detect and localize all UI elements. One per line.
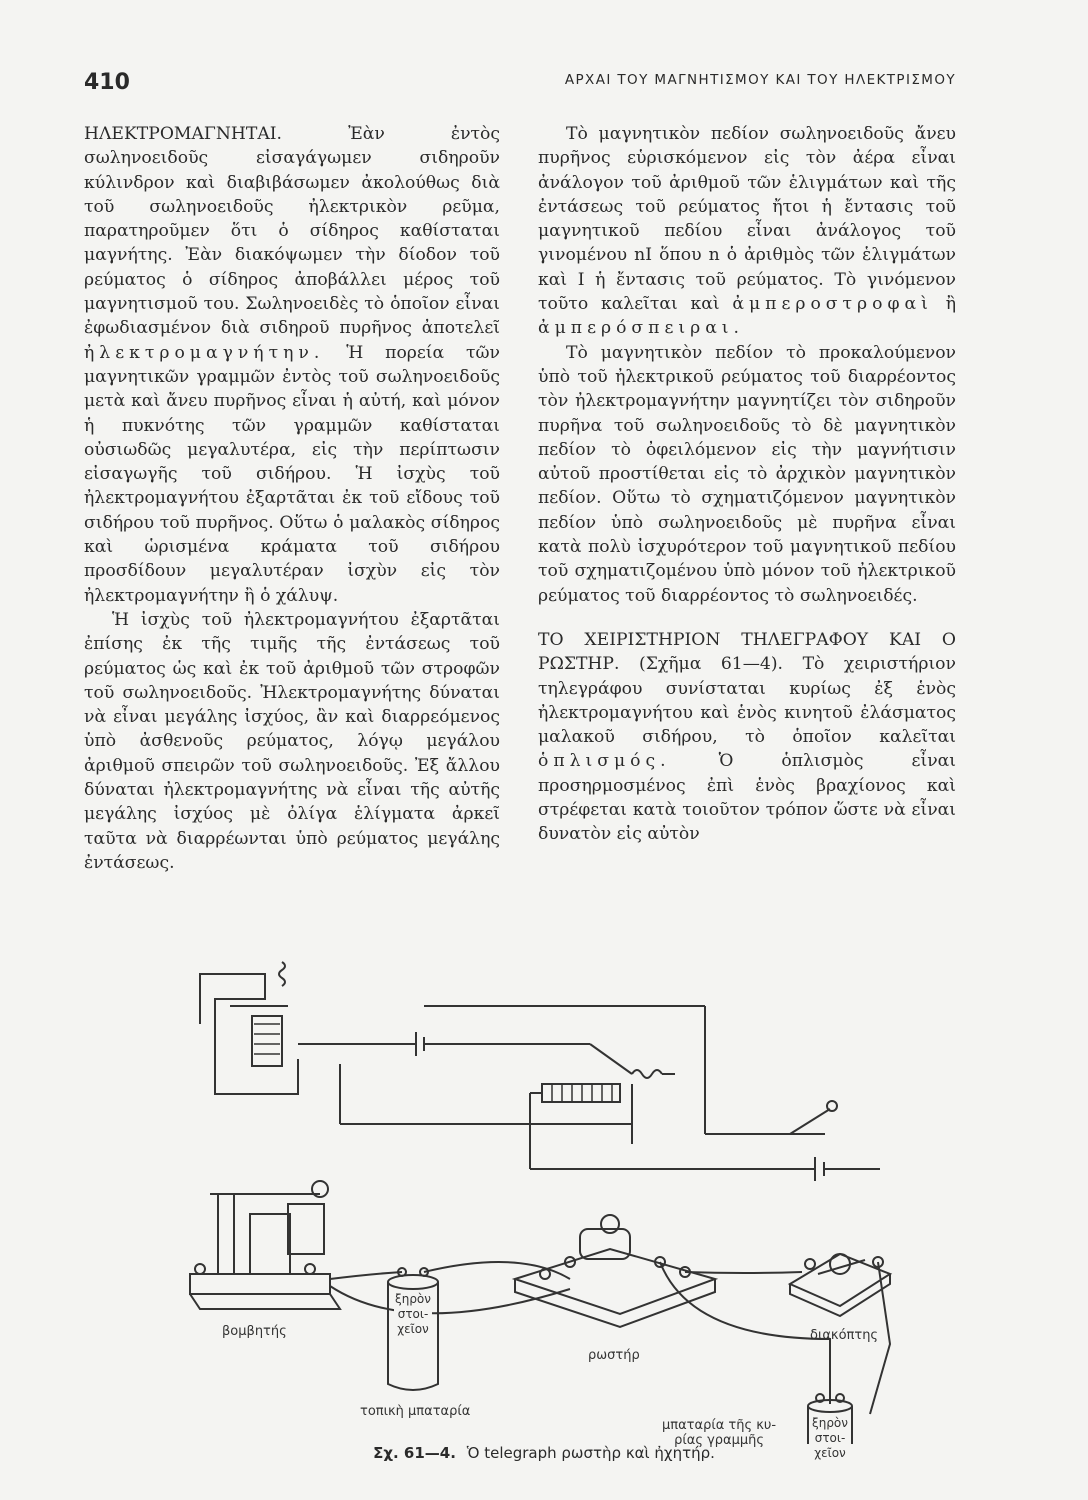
term-ampere-windings: ἀμπερόσπειραι. bbox=[538, 318, 745, 339]
paragraph-text: Τὸ μαγνητικὸν πεδίον σωληνοειδοῦς ἄνευ πυρῆνος εὑρισκόμενον εἰς τὸν ἀέρα εἶναι ἀνάλογον τοῦ ἀριθμοῦ τῶν ἑλιγμάτων καὶ τῆς ἐντάσεως τοῦ ρεύματος ἤτοι ἡ ἔντασις τοῦ μαγνητικοῦ πεδίου εἶναι ἀνάλογος τοῦ γινομένου nI ὅπου n ὁ ἀριθμὸς τῶν ἑλιγμάτων καὶ I ἡ ἔντασις τοῦ ρεύματος. Τὸ γινόμενον τοῦτο καλεῖται καὶ bbox=[538, 124, 956, 315]
paragraph-strength: Ἡ ἰσχὺς τοῦ ἠλεκτρομαγνήτου ἐξαρτᾶται ἐπίσης ἐκ τῆς τιμῆς τῆς ἐντάσεως τοῦ ρεύματος ὡς καὶ ἐκ τοῦ ἀριθμοῦ τῶν στροφῶν τοῦ σωληνοειδοῦς. Ἠλεκτρομαγνήτης δύναται νὰ εἶναι μεγάλης ἰσχύος, ἂν καὶ διαρρεόμενος ὑπὸ ἀσθενοῦς ρεύματος, λόγῳ μεγάλου ἀριθμοῦ σπειρῶν τοῦ σωληνοειδοῦς. Ἐξ ἄλλου δύναται ἠλεκτρομαγνήτης νὰ εἶναι τῆς αὐτῆς μεγάλης ἰσχύος μὲ ὀλίγα ἑλίγματα ἀρκεῖ ταῦτα νὰ διαρρέωνται ὑπὸ ρεύματος μεγάλης ἐντάσεως. bbox=[84, 609, 500, 873]
term-armature: ὁπλισμός. bbox=[538, 751, 671, 772]
figure-reference: (Σχῆμα 61—4). bbox=[638, 654, 784, 675]
label-switch: διακόπτης bbox=[810, 1328, 879, 1343]
paragraph-core-field: Τὸ μαγνητικὸν πεδίον τὸ προκαλούμενον ὑπὸ τοῦ ἠλεκτρικοῦ ρεύματος τοῦ διαρρέοντος τὸν ἠλεκτρομαγνήτην μαγνητίζει τὸν σιδηροῦν πυρῆνα τοῦ σωληνοειδοῦς τὸ δὲ μαγνητικὸν πεδίον τὸ ὀφειλόμενον εἰς τὴν μαγνήτισιν αὐτοῦ προστίθεται εἰς τὸ ἀρχικὸν μαγνητικὸν πεδίον. Οὕτω τὸ σχηματιζόμενον μαγνητικὸν πεδίον ὑπὸ σωληνοειδοῦς μὲ πυρῆνα εἶναι κατὰ πολὺ ἰσχυρότερον τοῦ μαγνητικοῦ πεδίου τοῦ σχηματιζομένου ὑπὸ μόνον τοῦ ἠλεκτρικοῦ ρεύματος τοῦ διαρρέοντος τὸ σωληνοειδές. bbox=[538, 342, 956, 606]
sounder-column bbox=[218, 1194, 234, 1274]
label-sounder: βομβητής bbox=[222, 1324, 287, 1339]
label-local-cell-line2: στοι- bbox=[397, 1307, 429, 1321]
caption-text: Ὁ telegraph ρωστὴρ καὶ ἠχητήρ. bbox=[466, 1444, 715, 1462]
section-telegraph-key bbox=[538, 628, 956, 847]
figure-caption bbox=[0, 1444, 1088, 1462]
electromagnets-heading: ΗΛΕΚΤΡΟΜΑΓΝΗΤΑΙ. bbox=[84, 124, 283, 144]
relay-coil bbox=[542, 1084, 620, 1102]
paragraph-text: Τὸ χειριστήριον τηλεγράφου συνίσταται κυρίως ἐξ ἑνὸς ἠλεκτρομαγνήτου καὶ ἑνὸς κινητοῦ ἐλάσματος μαλακοῦ σιδήρου, τὸ ὁποῖον καλεῖται bbox=[538, 654, 956, 748]
label-local-cell-line1: ξηρὸν bbox=[395, 1292, 431, 1306]
paragraph-text: ἢ bbox=[945, 294, 956, 315]
term-electromagnet: ἠλεκτρομαγνήτην. bbox=[84, 342, 325, 363]
left-column bbox=[84, 122, 500, 875]
relay-coils bbox=[580, 1229, 630, 1259]
sounder-magnets bbox=[250, 1214, 290, 1274]
key-knob bbox=[830, 1254, 850, 1274]
page-number: 410 bbox=[84, 70, 130, 95]
sounder-base bbox=[190, 1274, 330, 1294]
label-line-battery-line1: μπαταρία τῆς κυ- bbox=[662, 1418, 777, 1433]
right-column bbox=[538, 122, 956, 847]
label-local-cell-line3: χεῖον bbox=[397, 1322, 429, 1336]
paragraph-text: Ὁ ὁπλισμὸς εἶναι προσηρμοσμένος ἐπὶ ἑνὸς βραχίονος καὶ στρέφεται κατὰ τοιοῦτον τρόπον ὥστε νὰ εἶναι δυνατὸν εἰς αὐτὸν bbox=[538, 751, 956, 845]
paragraph-text: Ἡ πορεία τῶν μαγνητικῶν γραμμῶν ἐντὸς τοῦ σωληνοειδοῦς μετὰ καὶ ἄνευ πυρῆνος εἶναι ἡ αὐτή, καὶ μόνον ἡ πυκνότης τῶν γραμμῶν καθίσταται οὐσιωδῶς μεγαλυτέρα, εἰς τὴν περίπτωσιν εἰσαγωγῆς τοῦ σιδήρου. Ἡ ἰσχὺς τοῦ ἠλεκτρομαγνήτου ἐξαρτᾶται ἐκ τοῦ εἴδους τοῦ σιδήρου τοῦ πυρῆνος. Οὕτω ὁ μαλακὸς σίδηρος καὶ ὡρισμένα κράματα τοῦ σιδήρου προσδίδουν μεγαλυτέραν ἰσχὺν εἰς τὸν ἠλεκτρομαγνήτην ἢ ὁ χάλυψ. bbox=[84, 342, 500, 606]
caption-number: Σχ. 61—4. bbox=[373, 1444, 456, 1462]
paragraph-electromagnets bbox=[84, 122, 500, 608]
label-line-cell-line2: στοι- bbox=[814, 1431, 846, 1445]
sounder-frame-schematic bbox=[200, 974, 298, 1094]
label-line-cell-line3: χεῖον bbox=[814, 1446, 846, 1460]
term-ampere-turns: ἀμπεροστροφαὶ bbox=[732, 294, 933, 315]
label-relay: ρωστήρ bbox=[588, 1348, 640, 1363]
local-dry-cell-top bbox=[388, 1275, 438, 1289]
telegraph-figure bbox=[170, 944, 910, 1464]
label-line-battery-line2: ρίας γραμμῆς bbox=[674, 1433, 765, 1448]
label-local-cell bbox=[394, 1292, 432, 1337]
telegraph-schematic bbox=[170, 944, 910, 1444]
label-local-battery: τοπικὴ μπαταρία bbox=[360, 1404, 471, 1419]
paragraph-text: Ἐὰν ἐντὸς σωληνοειδοῦς εἰσαγάγωμεν σιδηροῦν κύλινδρον καὶ διαβιβάσωμεν ἀκολούθως διὰ τοῦ σωληνοειδοῦς ἠλεκτρικὸν ρεῦμα, παρατηροῦμεν ὅτι ὁ σίδηρος καθίσταται μαγνήτης. Ἐὰν διακόψωμεν τὴν δίοδον τοῦ ρεύματος ὁ σίδηρος ἀποβάλλει μέρος τοῦ μαγνητισμοῦ του. Σωληνοειδὲς τὸ ὁποῖον εἶναι ἐφωδιασμένον διὰ σιδηροῦ πυρῆνος ἀποτελεῖ bbox=[84, 124, 500, 339]
relay-spring bbox=[632, 1070, 662, 1078]
running-head: ΑΡΧΑΙ ΤΟΥ ΜΑΓΝΗΤΙΣΜΟΥ ΚΑΙ ΤΟΥ ΗΛΕΚΤΡΙΣΜΟΥ bbox=[564, 72, 956, 88]
label-line-cell-line1: ξηρὸν bbox=[812, 1416, 848, 1430]
section-heading: ΤΟ ΧΕΙΡΙΣΤΗΡΙΟΝ ΤΗΛΕΓΡΑΦΟΥ ΚΑΙ Ο ΡΩΣΤΗΡ. bbox=[538, 629, 956, 675]
sounder-spring bbox=[279, 962, 285, 986]
paragraph-field bbox=[538, 122, 956, 341]
